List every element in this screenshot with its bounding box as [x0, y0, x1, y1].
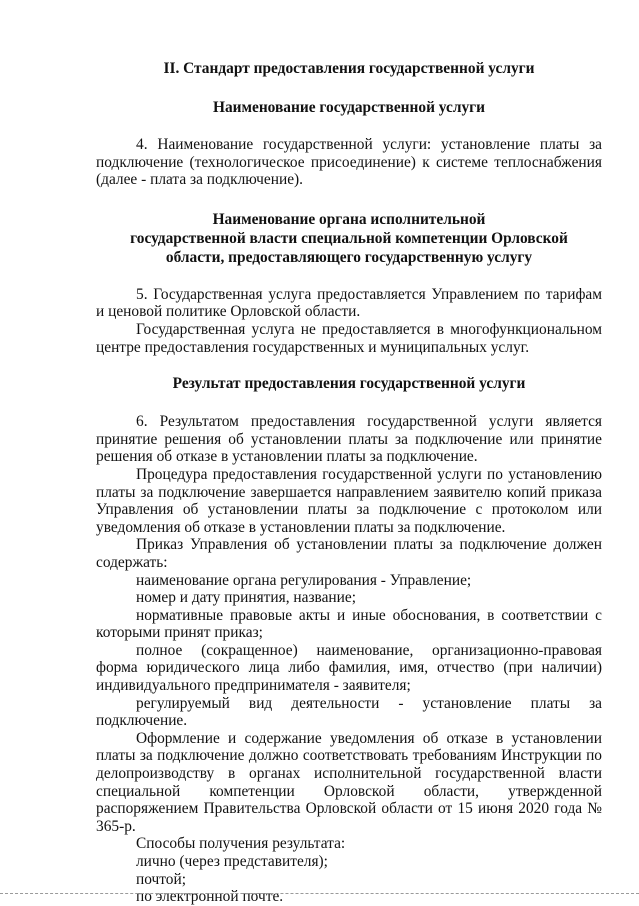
heading-organ-line-2: государственной власти специальной компетенции Орловской: [130, 229, 568, 247]
list-item: полное (сокращенное) наименование, организационно-правовая форма юридического лица либо фамилия, имя, отчество (при наличии) индивидуального предпринимателя - заявителя;: [96, 641, 602, 695]
list-item: регулируемый вид деятельности - установление платы за подключение.: [96, 694, 602, 730]
section-title: II. Стандарт предоставления государственной услуги: [163, 60, 535, 77]
list-item: почтой;: [136, 870, 187, 888]
paragraph-5b: Государственная услуга не предоставляется в многофункциональном центре предоставления государственных и муниципальных услуг.: [96, 320, 602, 356]
list-item: номер и дату принятия, название;: [136, 589, 357, 607]
heading-organ-line-3: области, предоставляющего государственную услугу: [165, 248, 533, 266]
heading-service-name: Наименование государственной услуги: [212, 99, 486, 116]
spacer: [96, 117, 602, 136]
spacer: [96, 189, 602, 210]
paragraph-6d: Оформление и содержание уведомления об отказе в установлении платы за подключение должно соответствовать требованиям Инструкции по делопроизводству в органах исполнительной государственной власти специальной компетенции Орловской области, утвержденной распоряжением Правительства Орловской области от 15 июня 2020 года № 365-р.: [96, 729, 602, 835]
spacer: [96, 356, 602, 374]
spacer: [96, 78, 602, 98]
paragraph-5a: 5. Государственная услуга предоставляется Управлением по тарифам и ценовой политике Орловской области.: [96, 285, 602, 321]
paragraph-6e: Способы получения результата:: [136, 835, 346, 853]
heading-result: Результат предоставления государственной услуги: [172, 375, 526, 393]
paragraph-6c: Приказ Управления об установлении платы за подключение должен содержать:: [96, 536, 602, 571]
paragraph-6a: 6. Результатом предоставления государственной услуги является принятие решения об установлении платы за подключение или принятие решения об отказе в установлении платы за подключение.: [96, 413, 602, 466]
list-item: лично (через представителя);: [136, 853, 328, 870]
list-item: нормативные правовые акты и иные обоснования, в соответствии с которыми принят приказ;: [96, 606, 602, 642]
list-item: наименование органа регулирования - Управление;: [136, 571, 472, 589]
paragraph-4: 4. Наименование государственной услуги: установление платы за подключение (технологическое присоединение) к системе теплоснабжения (далее - плата за подключение).: [96, 136, 602, 189]
list-item: по электронной почте.: [136, 888, 284, 906]
spacer: [96, 267, 602, 286]
heading-organ-line-1: Наименование органа исполнительной: [212, 210, 486, 228]
scan-edge-divider: [0, 893, 639, 894]
paragraph-6b: Процедура предоставления государственной услуги по установлению платы за подключение завершается направлением заявителю копий приказа Управления об установлении платы за подключение с протоколом или уведомления об отказе в установлении платы за подключение.: [96, 465, 602, 536]
spacer: [96, 393, 602, 413]
document-body: [96, 59, 602, 906]
